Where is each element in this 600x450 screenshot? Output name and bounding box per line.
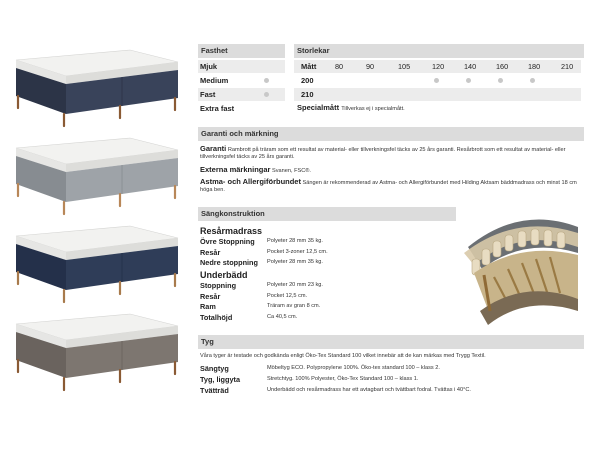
fasthet-level: Fast: [200, 90, 216, 99]
resarmadrass-title: Resårmadrass: [200, 226, 263, 236]
sangkonstruktion-header: Sängkonstruktion: [198, 207, 456, 221]
storlek-width: 140: [464, 62, 477, 71]
garanti-header: Garanti och märkning: [198, 127, 584, 141]
storlek-length: 210: [301, 90, 314, 99]
specialmatt-text: Tillverkas ej i specialmått.: [341, 106, 405, 112]
garanti-block: [200, 145, 580, 161]
resarmadrass-value: Polyeter 28 mm 35 kg.: [267, 238, 323, 244]
bed-navy: [16, 226, 178, 302]
fasthet-level: Extra fast: [200, 104, 235, 113]
specialmatt-label: Specialmått: [297, 103, 340, 112]
fasthet-dot: [264, 78, 269, 83]
tyg-label: Tvätträd: [200, 386, 229, 395]
tyg-value: Underbädd och resårmadrass har ett avtagbart och tvättbart fodral. Tvättas i 40°C.: [267, 387, 471, 393]
fasthet-level: Medium: [200, 76, 229, 85]
storlek-width: 180: [528, 62, 541, 71]
fasthet-dot: [264, 92, 269, 97]
storlek-width: 210: [561, 62, 574, 71]
resarmadrass-value: Pocket 3-zoner 12,5 cm.: [267, 248, 328, 255]
bed-taupe: [16, 314, 178, 390]
storlek-dot: [498, 78, 503, 83]
astma-label: Astma- och Allergiförbundet: [200, 177, 301, 186]
underbadd-value: Träram av gran 8 cm.: [267, 303, 321, 309]
fasthet-header: Fasthet: [198, 44, 285, 58]
externa-block: [200, 166, 580, 175]
storlek-width: 160: [496, 62, 509, 71]
underbadd-label: Resår: [200, 291, 221, 301]
tyg-label: Tyg, liggyta: [200, 375, 241, 384]
astma-text: Sängen är rekommenderad av Astma- och Allergiförbundet med Hilding Aktsam bäddmadrass och minst 18 cm höga ben.: [200, 180, 577, 193]
underbadd-label: Ram: [200, 302, 216, 311]
underbadd-value: Polyeter 20 mm 23 kg.: [267, 282, 323, 288]
specialmatt-row: [297, 103, 581, 114]
bed-illustrations: [0, 40, 195, 400]
storlek-width: 90: [366, 62, 375, 71]
bed-dark-navy: [16, 50, 178, 126]
resarmadrass-value: Polyeter 28 mm 35 kg.: [267, 259, 323, 265]
tyg-label: Sängtyg: [200, 364, 229, 373]
fasthet-level: Mjuk: [200, 62, 218, 71]
garanti-label: Garanti: [200, 144, 227, 153]
astma-block: [200, 178, 580, 194]
storlek-dot: [530, 78, 535, 83]
externa-text: Svanen, FSC®.: [272, 168, 311, 174]
storlek-row-band: [294, 88, 581, 101]
resarmadrass-label: Resår: [200, 247, 221, 257]
storlek-width: 80: [335, 62, 344, 71]
underbadd-label: Stoppning: [200, 281, 237, 290]
storlek-dot: [434, 78, 439, 83]
bed-light-grey: [16, 138, 178, 214]
resarmadrass-label: Övre Stoppning: [200, 237, 255, 246]
garanti-text: Rambrott på träram som ett resultat av material- eller tillverkningsfel täcks av 25 års garanti. Resårbrott som ett resultat av material- eller tillverkningsfel täcks av 25 års garanti.: [200, 147, 566, 160]
storlek-dot: [466, 78, 471, 83]
underbadd-value: Pocket 12,5 cm.: [267, 292, 308, 299]
tyg-value: Stretchtyg. 100% Polyester, Öko-Tex Standard 100 – klass 1.: [267, 376, 419, 382]
externa-label: Externa märkningar: [200, 165, 271, 174]
mattress-cutaway-image: [460, 207, 582, 327]
tyg-value: Möbeltyg ECO. Polypropylene 100%. Öko-tex standard 100 – klass 2.: [267, 365, 440, 371]
construction-illustration: [460, 207, 582, 327]
bed-images: [0, 40, 195, 400]
underbadd-title: Underbädd: [200, 270, 248, 280]
underbadd-label: Totalhöjd: [200, 312, 233, 322]
tyg-intro: Våra tyger är testade och godkända enligt Öko-Tex Standard 100 vilket innebär att de kan märkas med Trygg Textil.: [200, 353, 486, 359]
underbadd-value: Ca 40,5 cm.: [267, 313, 298, 320]
storlek-width: 105: [398, 62, 411, 71]
storlek-header-label: Mått: [301, 62, 317, 71]
storlekar-header: Storlekar: [294, 44, 584, 58]
resarmadrass-label: Nedre stoppning: [200, 258, 258, 267]
storlek-width: 120: [432, 62, 445, 71]
tyg-header: Tyg: [198, 335, 584, 349]
storlek-length: 200: [301, 76, 314, 85]
